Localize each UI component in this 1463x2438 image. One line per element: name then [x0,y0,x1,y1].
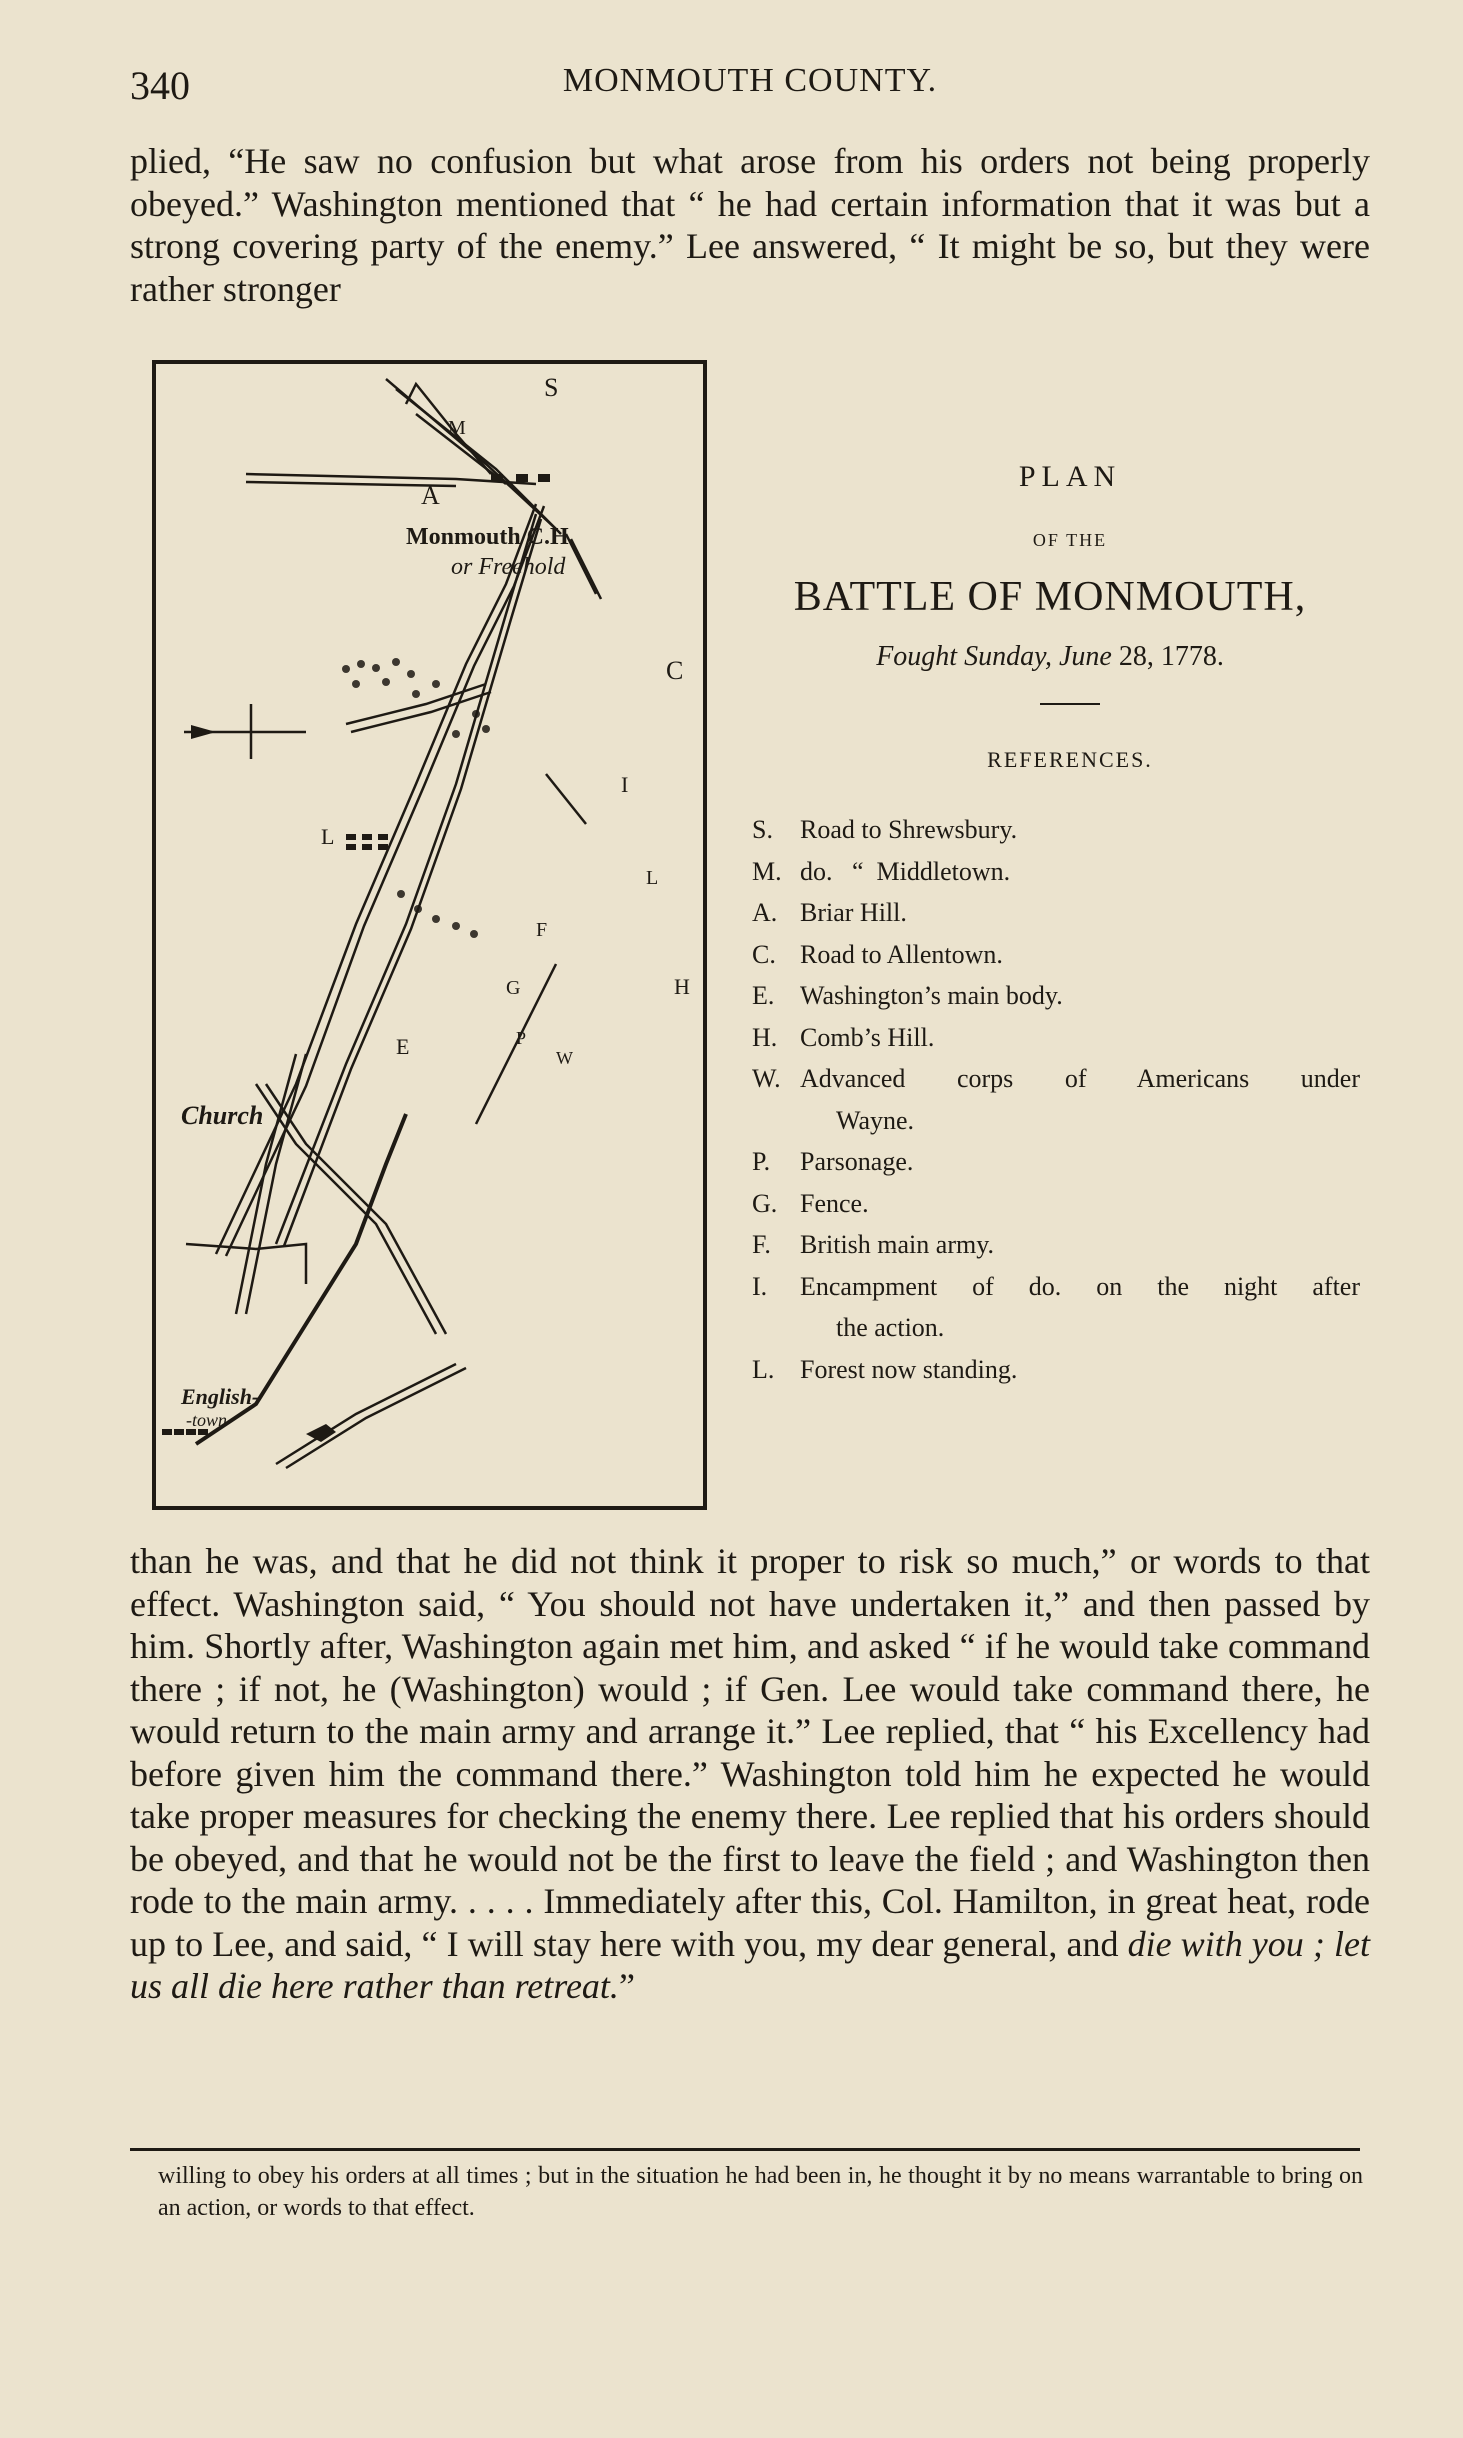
plan-of-the: OF THE [1032,530,1108,550]
battle-map [152,360,707,1510]
plan-fought-line [740,641,1360,673]
map-label-town: -town [186,1410,228,1430]
references-heading: REFERENCES. [987,747,1153,772]
plan-rule [1040,703,1100,705]
reference-item: C. Road to Allentown. [752,939,1003,969]
reference-item: L. Forest now standing. [752,1354,1018,1384]
map-label-church: Church [181,1101,264,1130]
map-label-i: I [621,772,629,797]
top-paragraph: plied, “He saw no confusion but what arose from his orders not being properly obeyed.” Washington mentioned that “ he had certain information that it was but a strong covering party of the enemy.” Lee answered, “ It might be so, but they were rather stronger [130,141,1370,309]
map-label-w: W [556,1048,573,1068]
map-drawing [156,364,703,1506]
map-label-h: H [674,974,690,999]
bottom-paragraph-italic: die with you ; let us all die here rather than retreat. [130,1923,1370,2006]
map-label-p: P [516,1028,527,1048]
footnote: willing to obey his orders at all times ; but in the situation he had been in, he thought it by no means warrantable to bring on an action, or words to that effect. [158,2163,1363,2221]
map-label-f: F [536,919,548,941]
map-label-l2: L [646,867,659,889]
map-label-s: S [544,373,559,402]
bottom-paragraph [130,1540,1370,2008]
map-label-m: M [448,417,466,439]
page-number: 340 [130,63,190,108]
reference-item: P. Parsonage. [752,1147,914,1176]
running-head: MONMOUTH COUNTY. [562,62,938,99]
map-label-english: English- [181,1384,260,1409]
map-label-e: E [396,1034,410,1059]
bottom-paragraph-end: ” [618,1966,635,2006]
references-list [752,809,1360,1390]
map-label-l1: L [321,824,335,849]
page-header [130,62,1370,122]
reference-item: S. Road to Shrewsbury. [752,815,1018,844]
footnote-rule [130,2148,1360,2151]
plan-battle-title: BATTLE OF MONMOUTH, [793,574,1307,620]
plan-fought-date: 28, 1778. [1118,641,1224,672]
reference-item: M. do. “ Middletown. [752,856,1011,886]
map-label-monmouth: Monmouth C.H. [406,524,575,550]
reference-item: F. British main army. [752,1230,995,1259]
bottom-paragraph-block [130,1540,1370,2008]
map-label-a: A [421,481,440,510]
map-label-g: G [506,977,521,999]
reference-item: W. Advanced corps of Americans under Wayne. [752,1064,1360,1135]
reference-item: G. Fence. [752,1188,869,1218]
plan-title: PLAN [1018,460,1122,493]
bottom-paragraph-main: than he was, and that he did not think it proper to risk so much,” or words to that effect. Washington said, “ You should not have undertaken it,” and then passed by him. Shortly after, Washington again met him, and asked “ if he would take command there ; if not, he (Washington) would ; if Gen. Lee would take command there, he would return to the main army and arrange it.” Lee replied, that “ his Excellency had before given him the command there.” Washington told him he expected he would take proper measures for checking the enemy there. Lee replied that his orders should be obeyed, and that he would not be the first to leave the field ; and Washington then rode to the main army. . . . . Immediately after this, Col. Hamilton, in great heat, rode up to Lee, and said, “ I will stay here with you, my dear general, and [130,1541,1370,1964]
top-paragraph-block [130,140,1370,310]
map-label-freehold: or Freehold [451,554,566,580]
reference-item: A. Briar Hill. [752,898,907,927]
reference-item: E. Washington’s main body. [752,981,1063,1010]
reference-item: H. Comb’s Hill. [752,1022,935,1052]
map-legend [740,460,1360,1390]
map-label-c: C [666,656,684,685]
reference-item: I. Encampment of do. on the night after the action. [752,1271,1360,1342]
plan-fought-prefix: Fought Sunday, June [876,641,1112,672]
